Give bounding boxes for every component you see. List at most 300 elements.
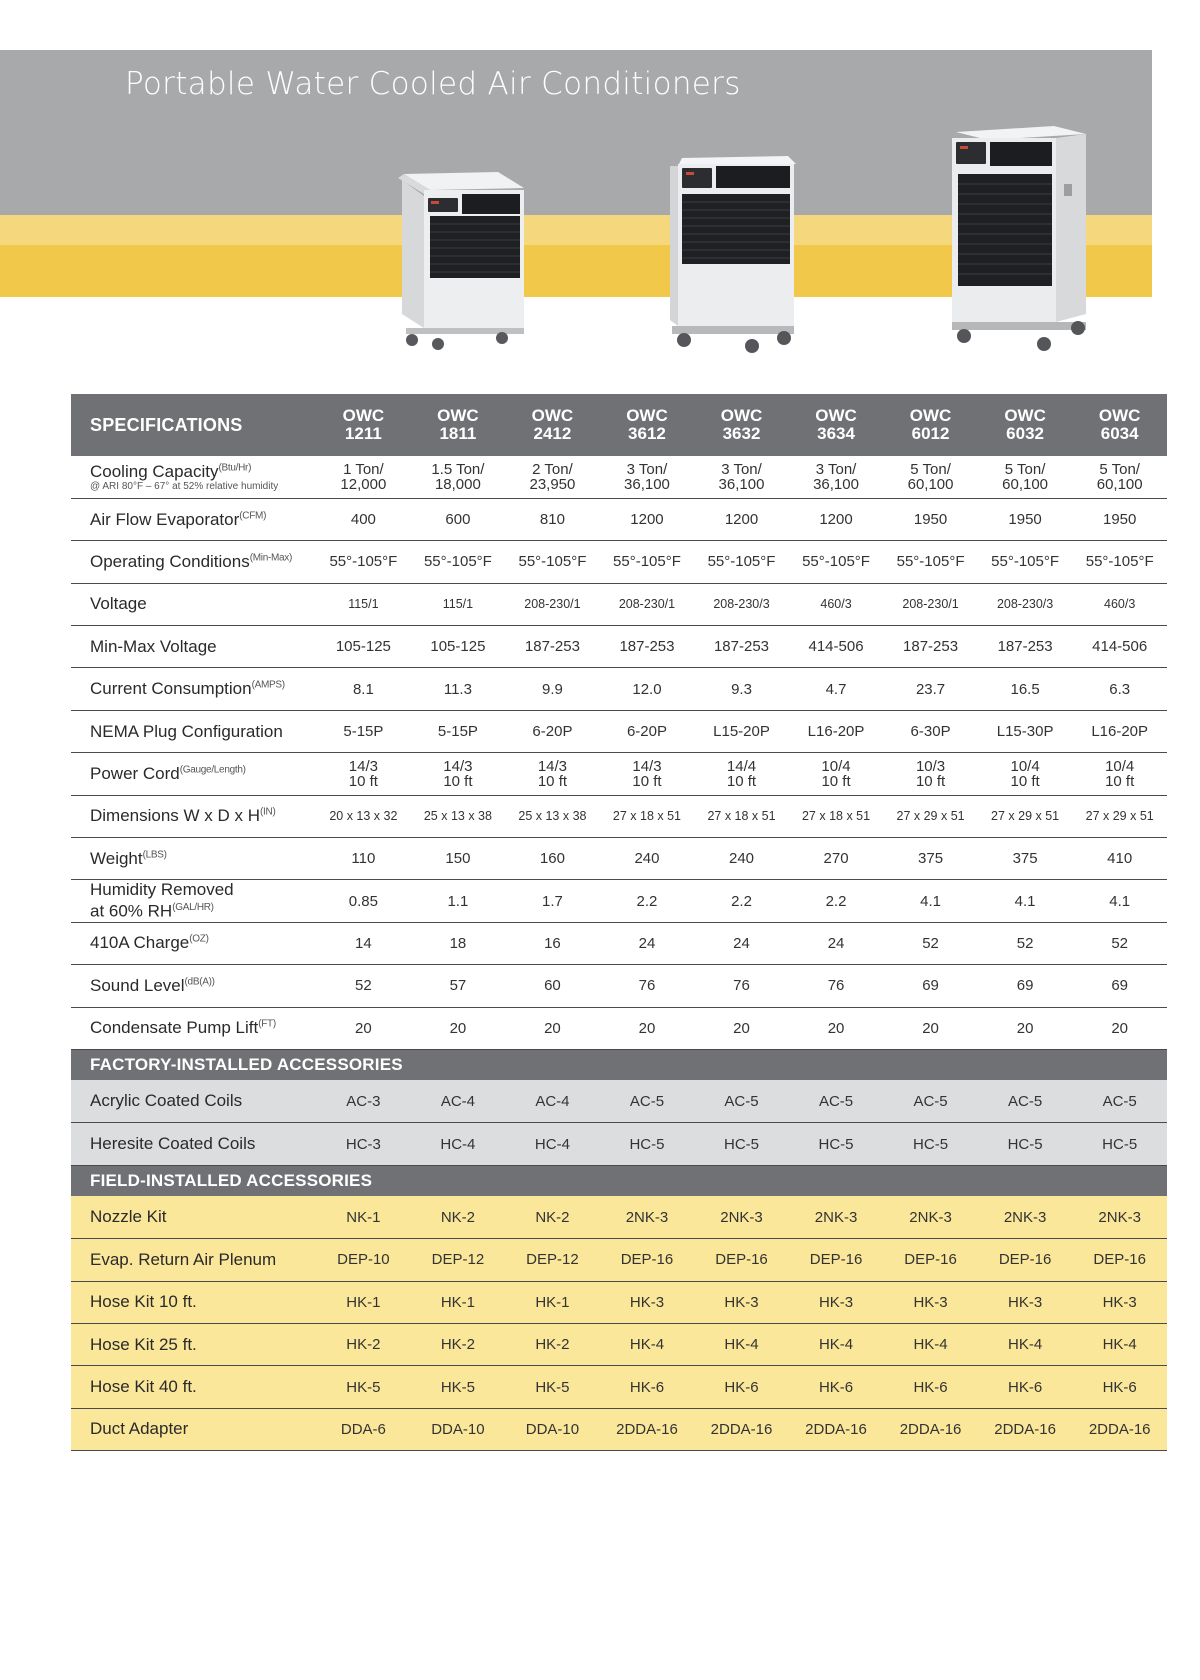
model-number: 2412 [533, 424, 572, 443]
table-cell: HK-4 [883, 1323, 978, 1365]
cell-line: 2 Ton/ [532, 460, 573, 478]
row-label: Hose Kit 10 ft. [71, 1281, 316, 1323]
factory-accessories-header [71, 1049, 1167, 1080]
table-cell: 187-253 [883, 626, 978, 668]
row-label: Sound Level$^{(dB(A))}$ [71, 965, 316, 1007]
table-row [71, 710, 1167, 752]
model-number: 6012 [911, 424, 950, 443]
table-cell: 27 x 18 x 51 [789, 795, 884, 837]
table-cell: DDA-6 [316, 1408, 411, 1450]
table-cell: HC-5 [883, 1123, 978, 1165]
table-cell: 55°-105°F [789, 541, 884, 583]
cell-line: 60,100 [1096, 475, 1143, 493]
table-cell: NK-2 [505, 1196, 600, 1238]
cell-line: 23,950 [529, 475, 576, 493]
model-series: OWC [626, 406, 668, 425]
cell-line: 36,100 [813, 475, 859, 493]
table-cell [505, 456, 600, 498]
section-title: FIELD-INSTALLED ACCESSORIES [71, 1165, 1167, 1196]
page-title: Portable Water Cooled Air Conditioners [125, 66, 741, 102]
cell-line: 10/4 [1105, 757, 1135, 775]
table-cell: AC-5 [600, 1080, 695, 1122]
table-cell: 20 [883, 1007, 978, 1049]
row-unit: (GAL/HR) [172, 902, 214, 914]
table-cell: 60 [505, 965, 600, 1007]
table-cell: 9.3 [694, 668, 789, 710]
table-cell: 5-15P [411, 710, 506, 752]
table-cell [978, 753, 1073, 795]
table-cell: AC-4 [411, 1080, 506, 1122]
table-cell: L16-20P [1072, 710, 1167, 752]
model-header [978, 394, 1073, 456]
table-cell: 160 [505, 838, 600, 880]
table-cell: 2DDA-16 [1072, 1408, 1167, 1450]
cell-line: 10 ft [1105, 772, 1135, 790]
table-cell: 20 x 13 x 32 [316, 795, 411, 837]
table-row [71, 795, 1167, 837]
table-cell: 2NK-3 [600, 1196, 695, 1238]
table-cell [694, 753, 789, 795]
table-cell: DEP-16 [978, 1239, 1073, 1281]
field-accessories-header [71, 1165, 1167, 1196]
table-cell: 20 [789, 1007, 884, 1049]
table-cell: 600 [411, 498, 506, 540]
table-cell: 24 [694, 922, 789, 964]
table-cell: 2.2 [600, 880, 695, 922]
table-cell: 105-125 [316, 626, 411, 668]
cell-line: 14/3 [348, 757, 378, 775]
spec-table [71, 394, 1167, 1451]
table-cell: 6-30P [883, 710, 978, 752]
table-cell [978, 456, 1073, 498]
row-label: Hose Kit 40 ft. [71, 1366, 316, 1408]
model-header [883, 394, 978, 456]
table-cell: HK-6 [694, 1366, 789, 1408]
row-unit: (AMPS) [251, 679, 285, 691]
table-cell: 414-506 [1072, 626, 1167, 668]
table-cell: 1950 [978, 498, 1073, 540]
table-row [71, 1007, 1167, 1049]
table-cell: 8.1 [316, 668, 411, 710]
table-cell: AC-5 [694, 1080, 789, 1122]
table-cell: 2DDA-16 [600, 1408, 695, 1450]
row-unit: (Gauge/Length) [179, 764, 246, 776]
table-cell: 55°-105°F [411, 541, 506, 583]
table-cell: HC-4 [505, 1123, 600, 1165]
table-cell: 2NK-3 [1072, 1196, 1167, 1238]
model-number: 3612 [628, 424, 666, 443]
specifications-header: SPECIFICATIONS [71, 394, 316, 456]
cell-line: 10 ft [443, 772, 473, 790]
table-cell: 410 [1072, 838, 1167, 880]
cell-line: 60,100 [907, 475, 954, 493]
cell-line: 10 ft [348, 772, 378, 790]
table-cell: 4.1 [883, 880, 978, 922]
table-cell: DDA-10 [505, 1408, 600, 1450]
cell-line: 3 Ton/ [721, 460, 762, 478]
table-cell: 24 [600, 922, 695, 964]
row-unit: (OZ) [189, 933, 209, 945]
row-label: Voltage [71, 583, 316, 625]
model-series: OWC [437, 406, 479, 425]
cell-line: 60,100 [1002, 475, 1049, 493]
cell-line: 36,100 [718, 475, 765, 493]
table-cell [883, 753, 978, 795]
table-cell: 27 x 29 x 51 [1072, 795, 1167, 837]
table-cell: HC-5 [978, 1123, 1073, 1165]
table-row [71, 880, 1167, 922]
table-cell: 460/3 [1072, 583, 1167, 625]
table-cell: 55°-105°F [505, 541, 600, 583]
table-cell: AC-5 [789, 1080, 884, 1122]
table-row [71, 1080, 1167, 1122]
table-cell [789, 753, 884, 795]
row-label: Acrylic Coated Coils [71, 1080, 316, 1122]
table-cell: 2DDA-16 [978, 1408, 1073, 1450]
table-row [71, 1239, 1167, 1281]
row-label: Condensate Pump Lift$^{(FT)}$ [71, 1007, 316, 1049]
table-cell: HK-4 [978, 1323, 1073, 1365]
table-cell [316, 753, 411, 795]
row-unit: (IN) [260, 806, 276, 818]
cell-line: 10 ft [537, 772, 568, 790]
table-cell: 2NK-3 [883, 1196, 978, 1238]
table-row [71, 456, 1167, 498]
row-label: Min-Max Voltage [71, 626, 316, 668]
table-cell: 0.85 [316, 880, 411, 922]
model-number: 6032 [1006, 424, 1044, 443]
table-row [71, 838, 1167, 880]
cell-line: 10/3 [915, 757, 946, 775]
model-series: OWC [1004, 406, 1046, 425]
table-cell: DEP-16 [600, 1239, 695, 1281]
table-cell: 76 [789, 965, 884, 1007]
table-cell: 5-15P [316, 710, 411, 752]
table-cell: HK-1 [505, 1281, 600, 1323]
table-cell: 187-253 [694, 626, 789, 668]
row-label: Nozzle Kit [71, 1196, 316, 1238]
table-cell: 2NK-3 [978, 1196, 1073, 1238]
table-cell: 1.7 [505, 880, 600, 922]
table-cell: 12.0 [600, 668, 695, 710]
table-cell: HK-6 [600, 1366, 695, 1408]
row-label: Evap. Return Air Plenum [71, 1239, 316, 1281]
table-cell: 20 [1072, 1007, 1167, 1049]
cell-line: 10/4 [821, 757, 851, 775]
cell-line: 10 ft [1010, 772, 1040, 790]
cell-line: 12,000 [340, 475, 387, 493]
table-cell: 14 [316, 922, 411, 964]
table-cell: 375 [978, 838, 1073, 880]
table-cell: DEP-12 [505, 1239, 600, 1281]
cell-line: 1 Ton/ [343, 460, 384, 478]
table-row [71, 753, 1167, 795]
cell-line: 3 Ton/ [626, 460, 668, 478]
cell-line: 10/4 [1010, 757, 1040, 775]
table-cell: 375 [883, 838, 978, 880]
table-cell: HK-6 [1072, 1366, 1167, 1408]
table-cell [694, 456, 789, 498]
table-cell: 20 [505, 1007, 600, 1049]
row-label: Operating Conditions$^{(Min-Max)}$ [71, 541, 316, 583]
row-label: Power Cord$^{(Gauge/Length)}$ [71, 753, 316, 795]
table-cell: 6.3 [1072, 668, 1167, 710]
table-cell: 105-125 [411, 626, 506, 668]
table-cell: 240 [694, 838, 789, 880]
cell-line: 5 Ton/ [910, 460, 951, 478]
table-cell: 208-230/1 [505, 583, 600, 625]
table-cell: HK-6 [883, 1366, 978, 1408]
table-row [71, 1366, 1167, 1408]
table-cell: 208-230/1 [600, 583, 695, 625]
table-cell: HC-5 [694, 1123, 789, 1165]
table-cell: 115/1 [316, 583, 411, 625]
row-label-line: Humidity Removed [90, 880, 234, 900]
model-header [505, 394, 600, 456]
table-row [71, 1323, 1167, 1365]
table-cell: 76 [600, 965, 695, 1007]
table-cell: 52 [316, 965, 411, 1007]
table-cell: 2NK-3 [789, 1196, 884, 1238]
table-cell: HK-3 [978, 1281, 1073, 1323]
table-cell: 55°-105°F [1072, 541, 1167, 583]
table-cell: 27 x 29 x 51 [883, 795, 978, 837]
table-cell: HK-2 [411, 1323, 506, 1365]
table-cell: 240 [600, 838, 695, 880]
table-cell: 1200 [600, 498, 695, 540]
table-cell: DEP-12 [411, 1239, 506, 1281]
table-row [71, 583, 1167, 625]
table-cell: DEP-10 [316, 1239, 411, 1281]
table-cell: 20 [978, 1007, 1073, 1049]
table-cell: 1950 [1072, 498, 1167, 540]
model-header [316, 394, 411, 456]
table-cell: 1.1 [411, 880, 506, 922]
table-cell: AC-5 [978, 1080, 1073, 1122]
table-cell: HK-6 [789, 1366, 884, 1408]
medium-unit-image [666, 154, 798, 354]
table-cell: 69 [978, 965, 1073, 1007]
table-cell: AC-5 [1072, 1080, 1167, 1122]
model-header [694, 394, 789, 456]
table-cell: 69 [883, 965, 978, 1007]
table-cell: 460/3 [789, 583, 884, 625]
table-cell: 55°-105°F [316, 541, 411, 583]
table-cell: 16 [505, 922, 600, 964]
table-cell: 187-253 [978, 626, 1073, 668]
table-cell: 55°-105°F [694, 541, 789, 583]
table-cell [1072, 753, 1167, 795]
table-cell: 20 [411, 1007, 506, 1049]
row-label: Air Flow Evaporator$^{(CFM)}$ [71, 498, 316, 540]
table-cell: 11.3 [411, 668, 506, 710]
table-cell: HK-5 [505, 1366, 600, 1408]
table-cell: 1200 [789, 498, 884, 540]
table-header-row [71, 394, 1167, 456]
table-cell: DEP-16 [1072, 1239, 1167, 1281]
table-cell [505, 753, 600, 795]
model-series: OWC [815, 406, 857, 425]
table-row [71, 1408, 1167, 1450]
row-unit: (Min-Max) [249, 552, 293, 564]
table-cell: HK-5 [316, 1366, 411, 1408]
table-cell: 208-230/1 [883, 583, 978, 625]
table-cell: 810 [505, 498, 600, 540]
table-cell: 69 [1072, 965, 1167, 1007]
row-note: @ ARI 80°F – 67° at 52% relative humidity [90, 480, 279, 492]
table-row [71, 1196, 1167, 1238]
table-cell: 52 [1072, 922, 1167, 964]
table-row [71, 922, 1167, 964]
row-label: Hose Kit 25 ft. [71, 1323, 316, 1365]
table-cell [316, 456, 411, 498]
table-cell [1072, 456, 1167, 498]
table-cell [411, 753, 506, 795]
model-header [600, 394, 695, 456]
table-cell: 18 [411, 922, 506, 964]
table-cell: HC-5 [789, 1123, 884, 1165]
cell-line: 14/3 [632, 757, 662, 775]
table-cell: 2.2 [694, 880, 789, 922]
model-header [411, 394, 506, 456]
table-cell: 24 [789, 922, 884, 964]
table-cell: HC-5 [600, 1123, 695, 1165]
table-cell: AC-5 [883, 1080, 978, 1122]
model-number: 3632 [722, 424, 761, 443]
table-cell: 2.2 [789, 880, 884, 922]
cell-line: 14/4 [726, 757, 757, 775]
table-cell: 27 x 29 x 51 [978, 795, 1073, 837]
table-cell: 23.7 [883, 668, 978, 710]
table-cell: L15-20P [694, 710, 789, 752]
table-cell: 1950 [883, 498, 978, 540]
table-row [71, 1281, 1167, 1323]
row-label: 410A Charge$^{(OZ)}$ [71, 922, 316, 964]
cell-line: 10 ft [632, 772, 662, 790]
table-cell: 55°-105°F [978, 541, 1073, 583]
table-cell: 25 x 13 x 38 [505, 795, 600, 837]
table-cell: 208-230/3 [978, 583, 1073, 625]
table-cell: 25 x 13 x 38 [411, 795, 506, 837]
table-cell: 115/1 [411, 583, 506, 625]
cell-line: 5 Ton/ [1099, 460, 1140, 478]
cell-line: 14/3 [537, 757, 568, 775]
table-cell: 55°-105°F [883, 541, 978, 583]
table-cell: HC-3 [316, 1123, 411, 1165]
table-cell: 4.1 [1072, 880, 1167, 922]
row-label-line: at 60% $RH^{(GAL/HR)}$ [90, 901, 214, 921]
table-cell: NK-2 [411, 1196, 506, 1238]
model-series: OWC [342, 406, 385, 425]
table-cell: NK-1 [316, 1196, 411, 1238]
table-cell: HK-4 [789, 1323, 884, 1365]
table-cell: 27 x 18 x 51 [694, 795, 789, 837]
table-cell [600, 753, 695, 795]
model-header [1072, 394, 1167, 456]
table-cell: 4.1 [978, 880, 1073, 922]
table-cell: 1200 [694, 498, 789, 540]
row-label: Dimensions W x D x $H^{(IN)}$ [71, 795, 316, 837]
table-cell [789, 456, 884, 498]
table-cell: HK-1 [316, 1281, 411, 1323]
model-number: 1811 [439, 424, 477, 443]
model-series: OWC [909, 406, 952, 425]
table-cell: 2DDA-16 [789, 1408, 884, 1450]
table-cell: 400 [316, 498, 411, 540]
model-series: OWC [531, 406, 574, 425]
table-cell: DEP-16 [789, 1239, 884, 1281]
model-header [789, 394, 884, 456]
table-cell: HK-1 [411, 1281, 506, 1323]
row-label [71, 880, 316, 922]
cell-line: 14/3 [443, 757, 473, 775]
table-cell: HK-3 [694, 1281, 789, 1323]
row-label: Heresite Coated Coils [71, 1123, 316, 1165]
table-cell: 20 [316, 1007, 411, 1049]
table-cell: DEP-16 [883, 1239, 978, 1281]
table-cell: 2DDA-16 [883, 1408, 978, 1450]
table-cell: HK-3 [1072, 1281, 1167, 1323]
table-cell: DEP-16 [694, 1239, 789, 1281]
model-number: 3634 [817, 424, 855, 443]
table-cell: 150 [411, 838, 506, 880]
table-cell: HC-4 [411, 1123, 506, 1165]
table-cell: DDA-10 [411, 1408, 506, 1450]
table-row [71, 541, 1167, 583]
row-unit: (FT) [258, 1018, 276, 1030]
model-series: OWC [720, 406, 763, 425]
table-cell: HK-2 [316, 1323, 411, 1365]
cell-line: 5 Ton/ [1004, 460, 1046, 478]
table-cell: 57 [411, 965, 506, 1007]
table-cell: 27 x 18 x 51 [600, 795, 695, 837]
cell-line: 3 Ton/ [815, 460, 857, 478]
row-label: Weight$^{(LBS)}$ [71, 838, 316, 880]
row-unit: (CFM) [239, 509, 267, 521]
table-cell: AC-4 [505, 1080, 600, 1122]
table-cell: HK-6 [978, 1366, 1073, 1408]
table-row [71, 626, 1167, 668]
table-cell: 2NK-3 [694, 1196, 789, 1238]
cell-line: 10 ft [821, 772, 851, 790]
table-cell: 4.7 [789, 668, 884, 710]
table-cell: HK-2 [505, 1323, 600, 1365]
table-cell: 6-20P [505, 710, 600, 752]
cell-line: 10 ft [726, 772, 757, 790]
table-cell: HK-3 [883, 1281, 978, 1323]
table-cell: HK-5 [411, 1366, 506, 1408]
cell-line: 18,000 [434, 475, 481, 493]
table-cell: HK-4 [694, 1323, 789, 1365]
row-label: Current Consumption$^{(AMPS)}$ [71, 668, 316, 710]
table-cell: 52 [978, 922, 1073, 964]
table-cell: HK-4 [600, 1323, 695, 1365]
table-cell: HK-4 [1072, 1323, 1167, 1365]
table-cell: HK-3 [789, 1281, 884, 1323]
table-cell: 187-253 [600, 626, 695, 668]
table-cell: 208-230/3 [694, 583, 789, 625]
cell-line: 36,100 [624, 475, 670, 493]
row-label: NEMA Plug Configuration [71, 710, 316, 752]
table-cell: 52 [883, 922, 978, 964]
table-cell: HC-5 [1072, 1123, 1167, 1165]
small-unit-image [398, 168, 528, 350]
table-cell [411, 456, 506, 498]
table-cell [600, 456, 695, 498]
table-cell: 20 [600, 1007, 695, 1049]
cell-line: 1.5 Ton/ [431, 460, 485, 478]
row-unit: (Btu/Hr) [218, 462, 252, 474]
